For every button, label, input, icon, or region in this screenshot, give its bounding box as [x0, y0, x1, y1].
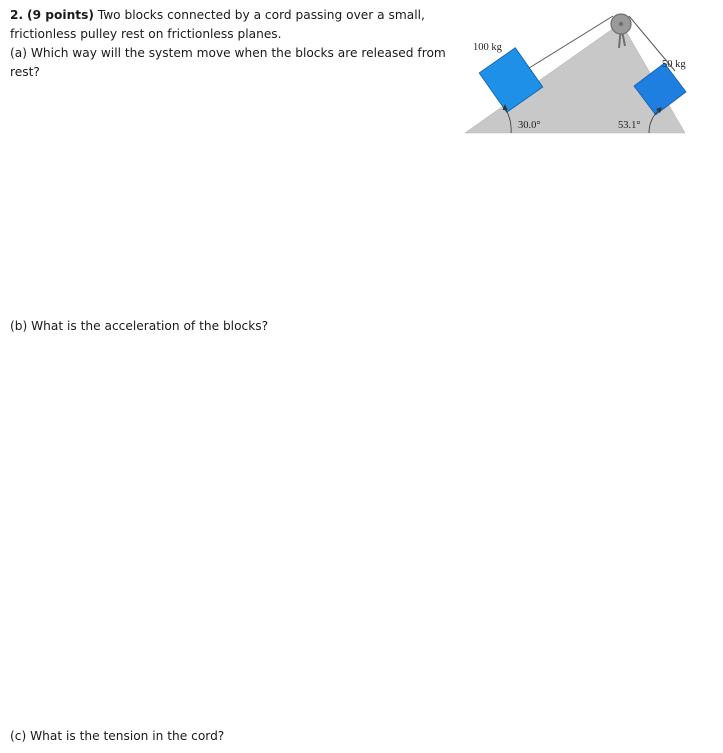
- question-b: (b) What is the acceleration of the blocks?: [10, 319, 269, 333]
- problem-points: (9 points): [27, 8, 94, 22]
- question-a: (a) Which way will the system move when the blocks are released from rest?: [10, 46, 446, 79]
- pulley-axle: [619, 22, 623, 26]
- label-angle-53: 53.1°: [618, 120, 641, 131]
- label-100kg: 100 kg: [473, 42, 502, 53]
- problem-statement: Two blocks connected by a cord passing over a small, frictionless pulley rest on frictionless planes.: [10, 8, 425, 41]
- incline-pulley-diagram: [463, 12, 691, 138]
- question-c: (c) What is the tension in the cord?: [10, 729, 225, 743]
- problem-number: 2.: [10, 8, 24, 22]
- label-50kg: 50 kg: [662, 59, 686, 70]
- label-angle-30: 30.0°: [518, 120, 541, 131]
- problem-intro: [10, 6, 455, 82]
